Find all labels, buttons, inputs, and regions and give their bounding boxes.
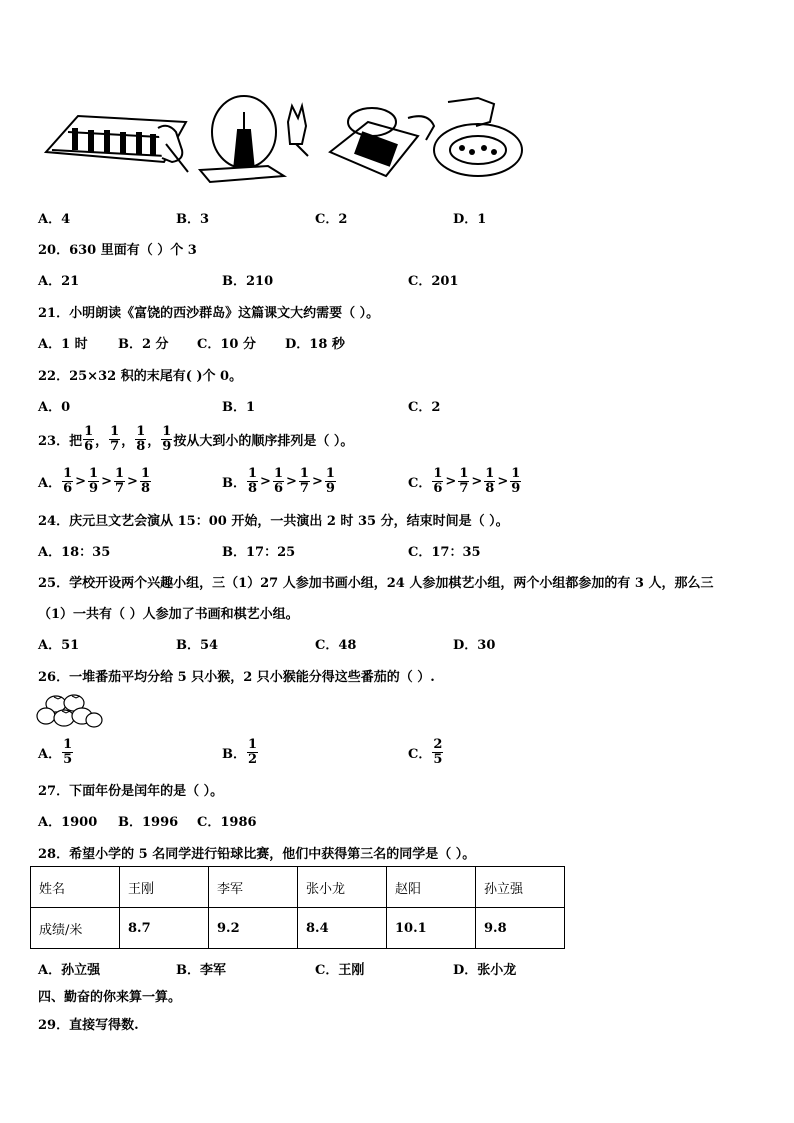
greater-than-sign: >: [471, 473, 483, 489]
q25-option-d[interactable]: D．30: [453, 638, 496, 653]
q23-option-c[interactable]: [408, 464, 522, 498]
q20-stem: 20．630 里面有（ ）个 3: [38, 243, 197, 258]
q22-stem: 22．25×32 积的末尾有( )个 0。: [38, 369, 243, 384]
q25-option-b[interactable]: B．54: [176, 638, 219, 653]
fraction: $\frac{2}{5}$: [433, 736, 443, 767]
q19-option-a[interactable]: A．4: [38, 212, 71, 227]
q27-option-c[interactable]: C．1986: [197, 815, 257, 830]
table-cell: 赵阳: [387, 867, 476, 908]
table-cell: 姓名: [31, 867, 120, 908]
q19-option-c[interactable]: C．2: [315, 212, 348, 227]
q25-option-c[interactable]: C．48: [315, 638, 357, 653]
table-cell: 10.1: [387, 908, 476, 949]
fraction: $\frac{1}{8}$: [248, 465, 258, 496]
separator: ，: [95, 433, 109, 449]
option-letter: B．: [222, 475, 246, 491]
greater-than-sign: >: [101, 473, 112, 489]
q23-stem: [38, 422, 353, 456]
q20-option-b[interactable]: B．210: [222, 274, 274, 289]
q21-option-c[interactable]: C．10 分: [197, 337, 256, 352]
separator: ，: [121, 433, 135, 449]
q22-option-c[interactable]: C．2: [408, 400, 441, 415]
option-letter: C．: [408, 475, 432, 491]
fraction: $\frac{1}{9}$: [162, 423, 172, 454]
fraction: $\frac{1}{8}$: [485, 465, 495, 496]
q23-option-b[interactable]: [222, 464, 337, 498]
q26-option-a[interactable]: A． $\frac{1}{5}$: [38, 736, 73, 767]
fraction: $\frac{1}{6}$: [433, 465, 443, 496]
q22-option-b[interactable]: B．1: [222, 400, 256, 415]
fraction: $\frac{1}{7}$: [110, 423, 120, 454]
fraction: $\frac{1}{7}$: [459, 465, 469, 496]
q26-option-c[interactable]: C． $\frac{2}{5}$: [408, 736, 443, 767]
q28-option-b[interactable]: B．李军: [176, 963, 226, 978]
fraction: $\frac{1}{9}$: [89, 465, 99, 496]
table-cell: 李军: [209, 867, 298, 908]
q25-stem-line2: （1）一共有（ ）人参加了书画和棋艺小组。: [38, 607, 299, 622]
greater-than-sign: >: [497, 473, 509, 489]
fraction: $\frac{1}{7}$: [299, 465, 309, 496]
q26-stem: 26．一堆番茄平均分给 5 只小猴，2 只小猴能分得这些番茄的（ ）.: [38, 670, 435, 685]
q23-prefix: 23．把: [38, 433, 83, 449]
table-cell: 8.7: [120, 908, 209, 949]
greater-than-sign: >: [127, 473, 138, 489]
q28-stem: 28．希望小学的 5 名同学进行铅球比赛，他们中获得第三名的同学是（ ）。: [38, 847, 476, 862]
q21-option-d[interactable]: D．18 秒: [285, 337, 345, 352]
score-table: [30, 866, 565, 949]
counting-tools-illustration: [38, 92, 530, 192]
q26-option-b[interactable]: B． $\frac{1}{2}$: [222, 736, 258, 767]
q28-option-d[interactable]: D．张小龙: [453, 963, 517, 978]
q25-option-a[interactable]: A．51: [38, 638, 80, 653]
q24-option-a[interactable]: A．18：35: [38, 545, 111, 560]
table-cell: 8.4: [298, 908, 387, 949]
q21-option-b[interactable]: B．2 分: [118, 337, 169, 352]
q19-option-b[interactable]: B．3: [176, 212, 210, 227]
table-cell: 9.2: [209, 908, 298, 949]
q21-stem: 21．小明朗读《富饶的西沙群岛》这篇课文大约需要（ ）。: [38, 306, 380, 321]
table-cell: 9.8: [476, 908, 565, 949]
q21-option-a[interactable]: A．1 时: [38, 337, 88, 352]
fraction: $\frac{1}{6}$: [84, 423, 94, 454]
greater-than-sign: >: [260, 473, 271, 489]
q19-option-d[interactable]: D．1: [453, 212, 487, 227]
option-letter: A．: [38, 475, 62, 491]
q24-option-c[interactable]: C．17：35: [408, 545, 481, 560]
q22-option-a[interactable]: A．0: [38, 400, 71, 415]
abacus-icon: [46, 116, 188, 172]
q27-option-b[interactable]: B．1996: [118, 815, 179, 830]
q29-stem: 29．直接写得数.: [38, 1018, 139, 1033]
fraction: $\frac{1}{6}$: [63, 465, 73, 496]
separator: ，: [147, 433, 161, 449]
tomatoes-illustration: [36, 692, 104, 730]
q20-option-a[interactable]: A．21: [38, 274, 80, 289]
counting-board-icon: [434, 98, 522, 176]
q20-option-c[interactable]: C．201: [408, 274, 459, 289]
counting-globe-icon: [200, 96, 284, 182]
table-row: [31, 908, 565, 949]
fraction: $\frac{1}{9}$: [511, 465, 521, 496]
fraction: $\frac{1}{7}$: [115, 465, 125, 496]
q25-stem-line1: 25．学校开设两个兴趣小组，三（1）27 人参加书画小组，24 人参加棋艺小组，两个小组都参加的有 3 人，那么三: [38, 576, 714, 591]
fraction: $\frac{1}{6}$: [273, 465, 283, 496]
fraction: $\frac{1}{8}$: [136, 423, 146, 454]
table-cell: 成绩/米: [31, 908, 120, 949]
table-cell: 张小龙: [298, 867, 387, 908]
q24-stem: 24．庆元旦文艺会演从 15：00 开始，一共演出 2 时 35 分，结束时间是（ ）。: [38, 514, 509, 529]
fraction: $\frac{1}{2}$: [248, 736, 258, 767]
table-row: [31, 867, 565, 908]
greater-than-sign: >: [75, 473, 87, 489]
greater-than-sign: >: [311, 473, 323, 489]
fraction: $\frac{1}{8}$: [140, 465, 150, 496]
q28-option-a[interactable]: A．孙立强: [38, 963, 101, 978]
q28-option-c[interactable]: C．王刚: [315, 963, 365, 978]
q23-suffix: 按从大到小的顺序排列是（ ）。: [173, 433, 354, 449]
fraction: $\frac{1}{5}$: [63, 736, 73, 767]
fraction: $\frac{1}{9}$: [325, 465, 335, 496]
greater-than-sign: >: [286, 473, 297, 489]
q24-option-b[interactable]: B．17：25: [222, 545, 296, 560]
calculator-icon: [330, 108, 434, 176]
table-cell: 孙立强: [476, 867, 565, 908]
section-title: 四、勤奋的你来算一算。: [38, 990, 182, 1005]
hand-icon: [288, 106, 308, 156]
q27-option-a[interactable]: A．1900: [38, 815, 98, 830]
table-cell: 王刚: [120, 867, 209, 908]
q23-option-a[interactable]: [38, 464, 152, 498]
greater-than-sign: >: [445, 473, 457, 489]
q27-stem: 27．下面年份是闰年的是（ ）。: [38, 784, 224, 799]
